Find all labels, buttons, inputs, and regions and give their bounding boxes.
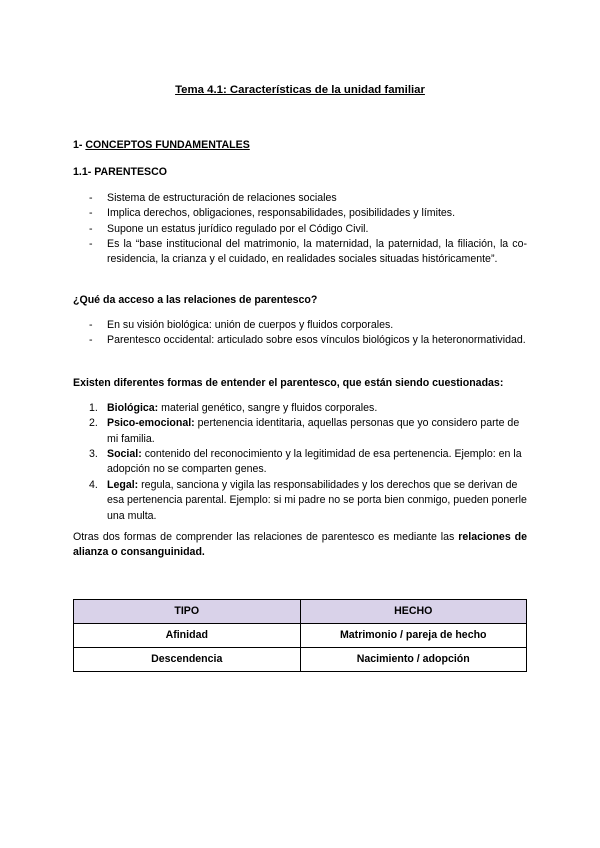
table-cell: Descendencia [74,648,301,672]
parentesco-table [73,599,527,672]
paragraph-text: Otras dos formas de comprender las relaciones de parentesco es mediante las [73,531,459,543]
table-header-row [74,600,527,624]
item-term: Biológica: [107,402,159,414]
item-term: Social: [107,448,142,461]
list-item-text: Es la “base institucional del matrimonio, la maternidad, la paternidad, la filiación, la co-residencia, la crianza y el cuidado, en realidades sociales situadas históricamente”. [107,238,527,266]
item-number: 2. [89,417,98,430]
list-item: - Parentesco occidental: articulado sobre esos vínculos biológicos y la heteronormatividad. [89,334,526,347]
list-item: - Es la “base institucional del matrimonio, la maternidad, la paternidad, la filiación, la co-residencia, la crianza y el cuidado, en realidades sociales situadas históricamente”. [89,238,527,266]
parentesco-list [73,191,527,268]
table-cell: Afinidad [74,624,301,648]
item-text: contenido del reconocimiento y la legitimidad de esa pertenencia. Ejemplo: en la adopción no se comparten genes. [107,448,522,476]
numbered-item [73,416,527,447]
formas-list [73,401,527,524]
list-item: - En su visión biológica: unión de cuerpos y fluidos corporales. [89,319,394,331]
list-item-text: Parentesco occidental: articulado sobre esos vínculos biológicos y la heteronormatividad. [107,334,526,347]
table-header-tipo: TIPO [74,600,301,624]
list-item: - Sistema de estructuración de relaciones sociales [89,192,337,204]
table-cell: Matrimonio / pareja de hecho [300,624,527,648]
list-item: - Supone un estatus jurídico regulado por el Código Civil. [89,222,369,235]
table-row [74,624,527,648]
item-term: Psico-emocional: [107,417,195,430]
numbered-item [73,447,527,478]
item-number: 4. [89,478,98,491]
item-text: material genético, sangre y fluidos corporales. [158,402,378,414]
numbered-item [73,478,527,524]
list-item-text: En su visión biológica: unión de cuerpos y fluidos corporales. [107,319,394,331]
acceso-list [73,318,527,349]
list-item-text: Supone un estatus jurídico regulado por el Código Civil. [107,222,369,235]
section-label: CONCEPTOS FUNDAMENTALES [85,139,250,151]
subsection-heading: 1.1- PARENTESCO [73,166,167,178]
question-heading-2: Existen diferentes formas de entender el parentesco, que están siendo cuestionadas: [73,377,504,389]
item-text: regula, sanciona y vigila las responsabilidades y los derechos que se derivan de esa pertenencia parental. Ejemplo: si mi padre no se porta bien conmigo, pueden ponerle una multa. [107,478,527,522]
item-text: pertenencia identitaria, aquellas personas que yo considero parte de mi familia. [107,417,520,445]
list-item-text: Sistema de estructuración de relaciones sociales [107,192,337,204]
page-title: Tema 4.1: Características de la unidad familiar [175,84,425,96]
table-header-hecho: HECHO [300,600,527,624]
table-row [74,648,527,672]
section-number: 1- [73,139,83,151]
item-term: Legal: [107,478,139,491]
list-item: - Implica derechos, obligaciones, responsabilidades, posibilidades y límites. [89,207,456,220]
table-cell: Nacimiento / adopción [300,648,527,672]
question-heading-1: ¿Qué da acceso a las relaciones de parentesco? [73,294,318,306]
paragraph-bold-text: relaciones de alianza o consanguinidad. [73,531,528,559]
item-number: 1. [89,402,98,414]
item-number: 3. [89,448,98,461]
section-heading [73,138,527,153]
closing-paragraph [73,530,527,561]
list-item-text: Implica derechos, obligaciones, responsabilidades, posibilidades y límites. [107,207,456,220]
numbered-item [73,401,527,416]
